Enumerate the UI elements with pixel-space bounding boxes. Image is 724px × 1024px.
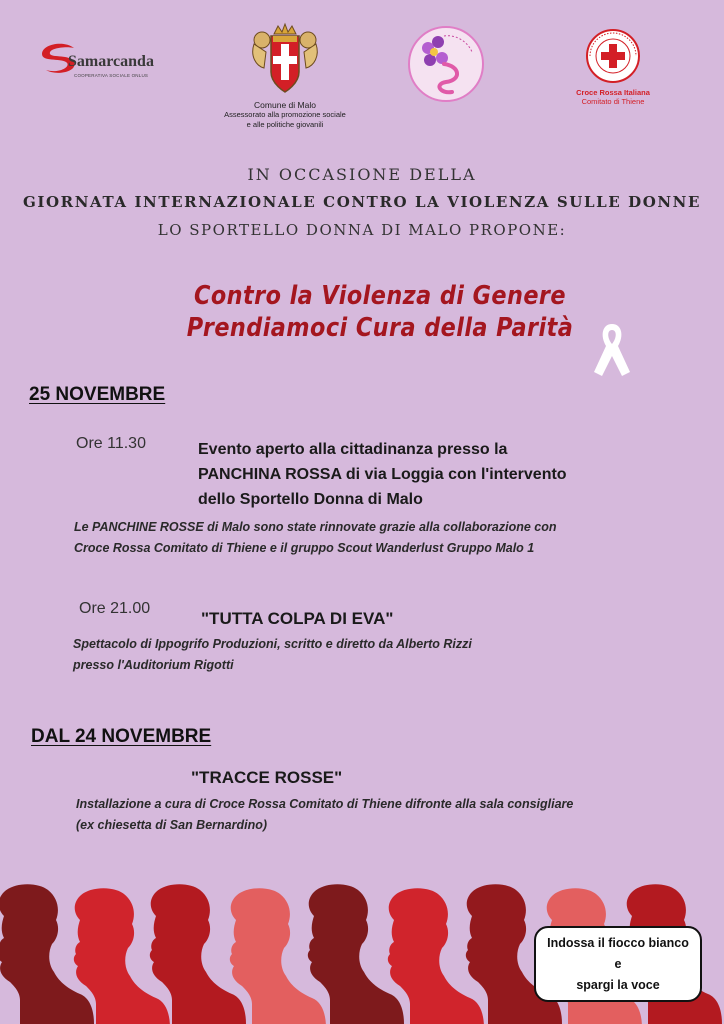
event-time-11-30: Ore 11.30 <box>76 435 146 452</box>
samarcanda-logo <box>38 40 166 86</box>
malo-assessorato: Assessorato alla promozione sociale <box>224 110 346 119</box>
red-cross-icon <box>568 28 658 88</box>
samarcanda-subtitle: COOPERATIVA SOCIALE ONLUS <box>74 73 149 78</box>
note-line: Spettacolo di Ippogrifo Produzioni, scritto e diretto da Alberto Rizzi <box>73 637 472 651</box>
event-note-panchine <box>74 517 557 559</box>
note-line: Le PANCHINE ROSSE di Malo sono state rinnovate grazie alla collaborazione con <box>74 520 557 534</box>
intro-line-1: IN OCCASIONE DELLA <box>247 165 477 184</box>
callout-line-2: e <box>614 957 622 971</box>
intro-line-3: LO SPORTELLO DONNA DI MALO PROPONE: <box>157 221 567 239</box>
cri-name: Croce Rossa Italiana <box>576 88 650 97</box>
malo-politiche: e alle politiche giovanili <box>246 120 324 129</box>
event-title-tutta-colpa-di-eva: "TUTTA COLPA DI EVA" <box>201 609 394 628</box>
section-heading-25-novembre: 25 NOVEMBRE <box>29 384 166 405</box>
event-time-21-00: Ore 21.00 <box>79 600 151 617</box>
malo-name: Comune di Malo <box>254 100 316 110</box>
note-line: Croce Rossa Comitato di Thiene e il gruppo Scout Wanderlust Gruppo Malo 1 <box>74 541 535 555</box>
croce-rossa-logo <box>568 28 658 106</box>
comune-malo-logo <box>222 22 348 134</box>
note-line: (ex chiesetta di San Bernardino) <box>76 818 268 832</box>
callout-line-3: spargi la voce <box>576 978 660 992</box>
title-line-2: Prendiamoci Cura della Parità <box>186 313 574 343</box>
callout-box <box>534 926 702 1002</box>
event-line: Evento aperto alla cittadinanza presso la <box>198 441 508 458</box>
note-line: Installazione a cura di Croce Rossa Comitato di Thiene difronte alla sala consigliare <box>76 797 574 811</box>
sportello-flower-icon <box>404 24 488 104</box>
event-note-installazione <box>76 794 573 836</box>
event-title-tracce-rosse: "TRACCE ROSSE" <box>191 768 343 787</box>
event-line: PANCHINA ROSSA di via Loggia con l'intervento <box>198 466 567 483</box>
malo-coat-of-arms-icon <box>222 22 348 98</box>
white-ribbon-icon <box>588 320 636 380</box>
samarcanda-name: Samarcanda <box>68 53 154 70</box>
event-description-panchina <box>198 437 567 512</box>
note-line: presso l'Auditorium Rigotti <box>73 658 234 672</box>
sportello-donna-logo <box>404 24 488 104</box>
callout-line-1: Indossa il fiocco bianco <box>547 936 689 950</box>
section-heading-dal-24-novembre: DAL 24 NOVEMBRE <box>31 726 212 747</box>
event-line: dello Sportello Donna di Malo <box>198 491 423 508</box>
intro-line-2: GIORNATA INTERNAZIONALE CONTRO LA VIOLENZA SULLE DONNE <box>22 193 702 211</box>
event-note-spettacolo <box>73 634 472 676</box>
title-line-1: Contro la Violenza di Genere <box>194 281 566 311</box>
cri-comitato: Comitato di Thiene <box>581 97 645 106</box>
